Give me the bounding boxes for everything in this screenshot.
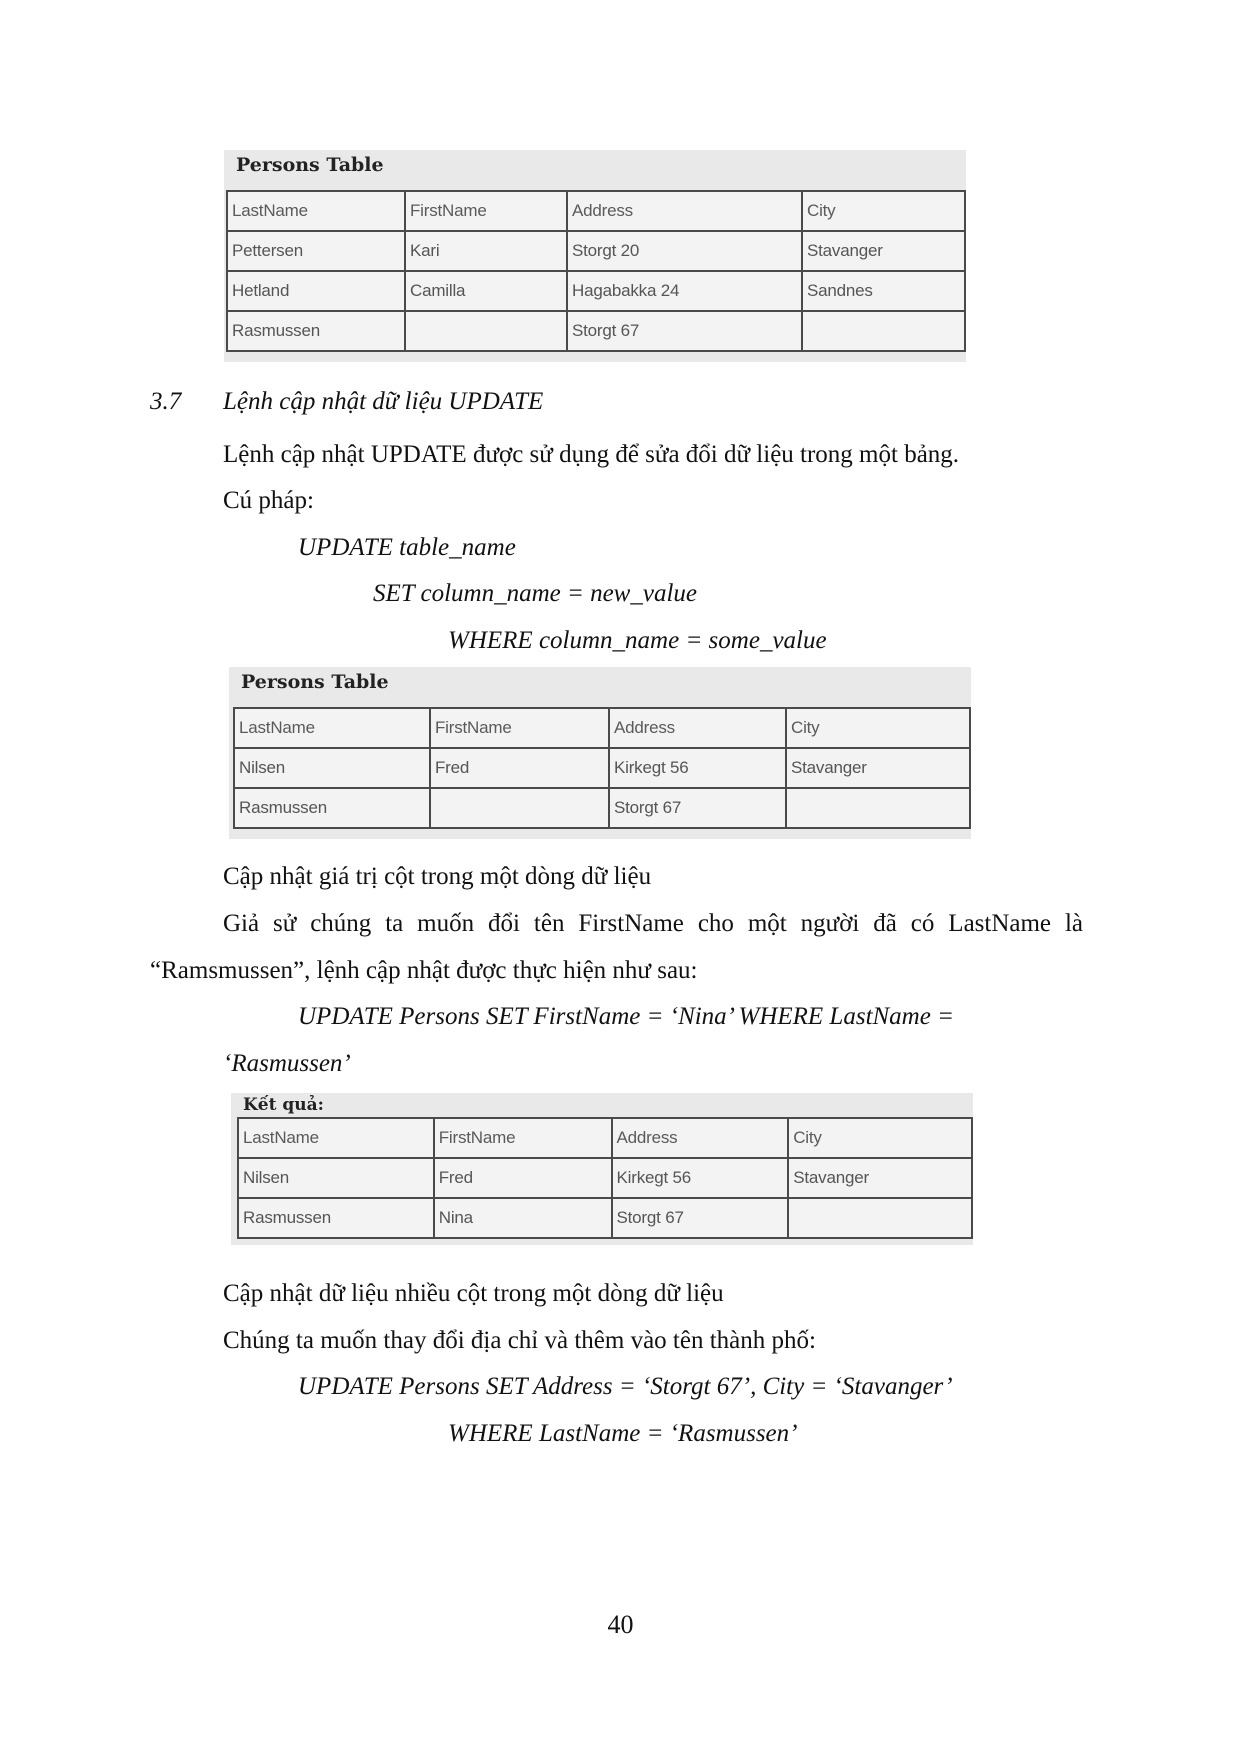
table-caption: Persons Table: [241, 671, 389, 693]
table-cell: Stavanger: [786, 748, 970, 788]
table-cell: Kirkegt 56: [612, 1158, 789, 1198]
column-header: City: [786, 708, 970, 748]
column-header: FirstName: [430, 708, 609, 748]
table-cell: Storgt 67: [612, 1198, 789, 1238]
syntax-line: UPDATE table_name: [298, 534, 516, 561]
table-cell: [405, 311, 567, 351]
subsection-heading: Cập nhật giá trị cột trong một dòng dữ liệu: [223, 863, 652, 890]
syntax-label: Cú pháp:: [223, 487, 314, 514]
data-table: [233, 707, 971, 829]
intro-paragraph: Lệnh cập nhật UPDATE được sử dụng để sửa đổi dữ liệu trong một bảng.: [223, 441, 960, 468]
table-cell: Storgt 67: [567, 311, 802, 351]
section-number: 3.7: [150, 388, 182, 415]
column-header: LastName: [238, 1118, 434, 1158]
data-table: [226, 190, 966, 352]
table-cell: Stavanger: [802, 231, 965, 271]
table-cell: Stavanger: [788, 1158, 972, 1198]
column-header: City: [788, 1118, 972, 1158]
table-cell: [788, 1198, 972, 1238]
table-cell: Nina: [434, 1198, 612, 1238]
table-cell: Rasmussen: [238, 1198, 434, 1238]
table-cell: Rasmussen: [234, 788, 430, 828]
paragraph-line: Chúng ta muốn thay đổi địa chỉ và thêm vào tên thành phố:: [223, 1327, 816, 1354]
data-table: [237, 1117, 973, 1239]
code-line: UPDATE Persons SET FirstName = ‘Nina’ WHERE LastName =: [298, 1003, 954, 1030]
column-header: FirstName: [405, 191, 567, 231]
table-cell: [786, 788, 970, 828]
table-cell: Camilla: [405, 271, 567, 311]
persons-table-1: [224, 150, 966, 362]
subsection-heading: Cập nhật dữ liệu nhiều cột trong một dòng dữ liệu: [223, 1280, 724, 1307]
syntax-line: WHERE column_name = some_value: [448, 627, 827, 654]
table-cell: Fred: [434, 1158, 612, 1198]
column-header: City: [802, 191, 965, 231]
syntax-line: SET column_name = new_value: [373, 580, 697, 607]
section-title: Lệnh cập nhật dữ liệu UPDATE: [223, 388, 544, 415]
code-line: WHERE LastName = ‘Rasmussen’: [448, 1420, 798, 1447]
paragraph-line: “Ramsmussen”, lệnh cập nhật được thực hiện như sau:: [150, 957, 698, 984]
table-cell: Nilsen: [234, 748, 430, 788]
table-cell: Pettersen: [227, 231, 405, 271]
paragraph-line: Giả sử chúng ta muốn đổi tên FirstName cho một người đã có LastName là: [223, 910, 1083, 937]
result-table: [231, 1093, 973, 1245]
page-number: 40: [607, 1610, 634, 1639]
table-cell: Fred: [430, 748, 609, 788]
table-cell: Sandnes: [802, 271, 965, 311]
column-header: Address: [609, 708, 786, 748]
persons-table-2: [229, 667, 971, 839]
table-cell: Nilsen: [238, 1158, 434, 1198]
table-cell: Kari: [405, 231, 567, 271]
table-cell: Rasmussen: [227, 311, 405, 351]
table-cell: Hetland: [227, 271, 405, 311]
column-header: LastName: [234, 708, 430, 748]
column-header: Address: [567, 191, 802, 231]
column-header: Address: [612, 1118, 789, 1158]
column-header: FirstName: [434, 1118, 612, 1158]
table-cell: Kirkegt 56: [609, 748, 786, 788]
table-cell: Storgt 67: [609, 788, 786, 828]
table-cell: Hagabakka 24: [567, 271, 802, 311]
code-line: UPDATE Persons SET Address = ‘Storgt 67’, City = ‘Stavanger’: [298, 1373, 953, 1400]
table-cell: Storgt 20: [567, 231, 802, 271]
table-caption: Persons Table: [236, 154, 384, 176]
table-cell: [802, 311, 965, 351]
table-caption: Kết quả:: [243, 1095, 324, 1115]
column-header: LastName: [227, 191, 405, 231]
table-cell: [430, 788, 609, 828]
code-line: ‘Rasmussen’: [223, 1050, 351, 1077]
